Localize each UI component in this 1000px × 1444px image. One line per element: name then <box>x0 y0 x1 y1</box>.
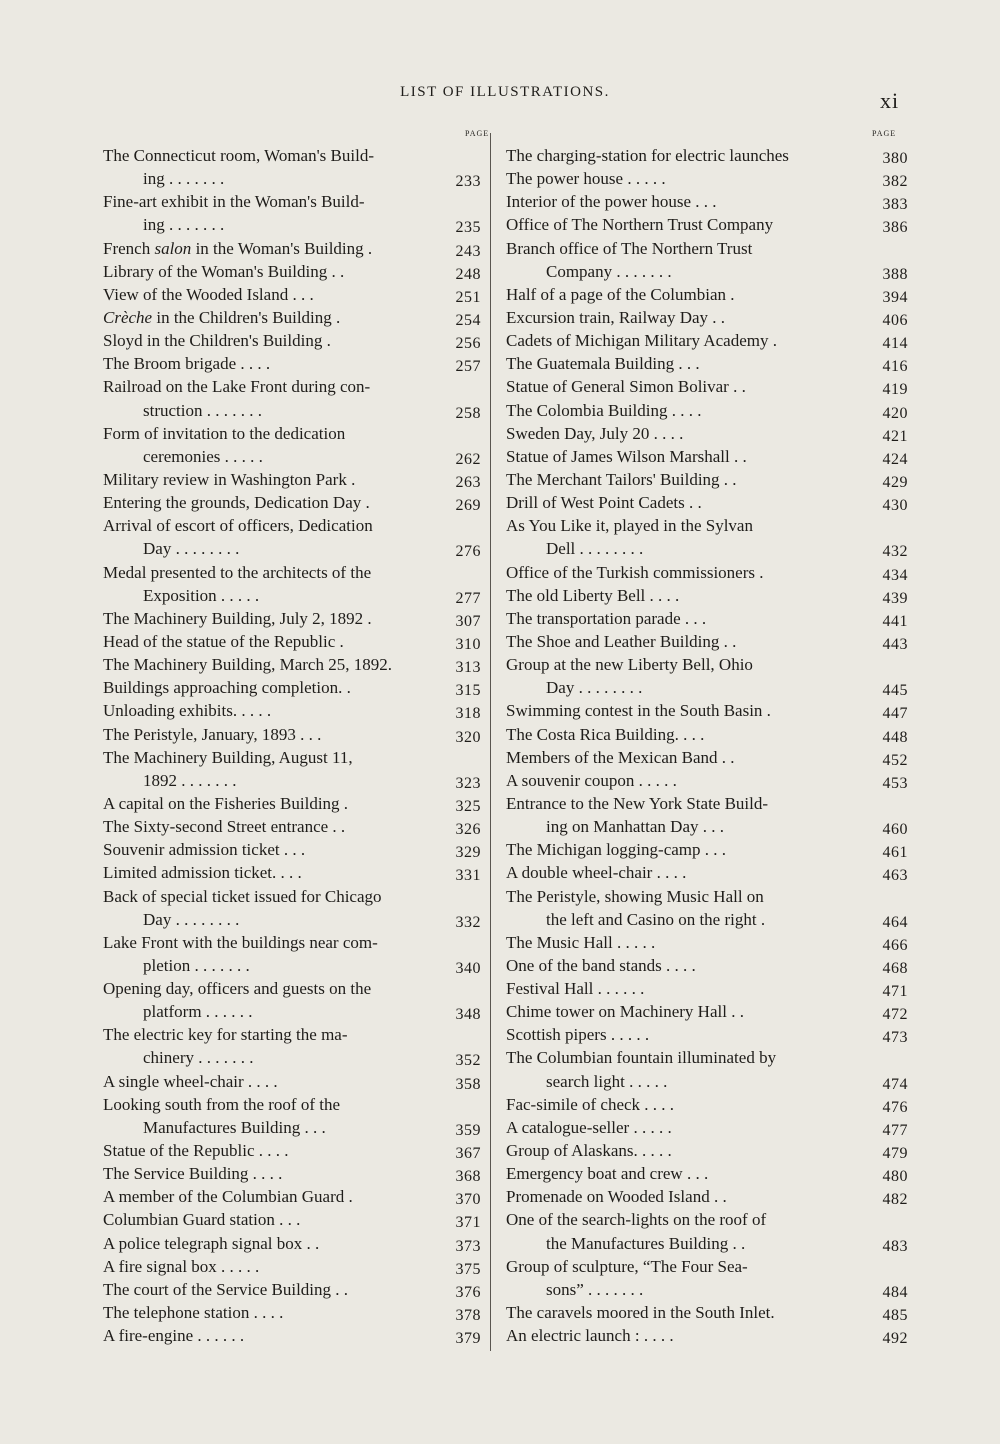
illustration-entry <box>506 954 908 977</box>
entry-page-number: 367 <box>455 1145 481 1163</box>
illustration-entry <box>103 1255 481 1278</box>
illustration-entry <box>506 1185 908 1209</box>
entry-continuation-line: search light . . . . . <box>546 1071 668 1091</box>
entry-continuation-line: ing on Manhattan Day . . . <box>546 817 724 837</box>
illustration-entry <box>506 1208 908 1255</box>
entry-page-number: 461 <box>882 844 908 862</box>
entry-title-line: The Service Building . . . . <box>103 1164 283 1184</box>
illustration-entry <box>103 375 481 422</box>
entry-page-number: 479 <box>882 1145 908 1163</box>
illustration-entry <box>103 1301 481 1325</box>
entry-page-number: 419 <box>882 381 908 399</box>
illustration-entry <box>103 630 481 653</box>
illustration-entry <box>506 237 908 283</box>
entry-page-number: 243 <box>455 242 481 260</box>
entry-title-line: Medal presented to the architects of the <box>103 562 372 582</box>
entry-page-number: 257 <box>455 358 481 376</box>
entry-title-line: The caravels moored in the South Inlet. <box>506 1303 775 1323</box>
illustration-entry <box>506 723 908 746</box>
illustration-entry <box>506 769 908 792</box>
illustration-entry <box>506 491 908 515</box>
entry-page-number: 248 <box>455 265 481 283</box>
entry-page-number: 484 <box>882 1283 908 1301</box>
illustration-entry <box>506 213 908 237</box>
entry-title-line: The charging-station for electric launches <box>506 146 789 165</box>
entry-page-number: 269 <box>455 497 481 515</box>
illustration-entry <box>103 1208 481 1232</box>
entry-page-number: 472 <box>882 1006 908 1024</box>
entry-title-line: The Broom brigade . . . . <box>103 354 271 374</box>
illustration-entry <box>506 514 908 561</box>
entry-page-number: 453 <box>882 774 908 792</box>
entry-page-number: 359 <box>455 1121 481 1139</box>
entry-title-line: Looking south from the roof of the <box>103 1094 341 1114</box>
entry-page-number: 379 <box>455 1330 481 1348</box>
illustration-entry <box>103 746 481 792</box>
entry-page-number: 256 <box>455 335 481 353</box>
illustration-entry <box>506 144 908 167</box>
running-title: LIST OF ILLUSTRATIONS. <box>400 84 610 100</box>
illustration-entry <box>103 723 481 746</box>
illustration-entry <box>506 746 908 769</box>
illustration-entry <box>103 1232 481 1255</box>
illustration-entry <box>103 190 481 237</box>
illustration-entry <box>103 1093 481 1139</box>
illustration-entry <box>103 144 481 191</box>
entry-page-number: 276 <box>455 543 481 561</box>
entry-page-number: 460 <box>882 821 908 839</box>
illustration-entry <box>506 607 908 630</box>
entry-title-line: Scottish pipers . . . . . <box>506 1025 650 1045</box>
entry-title-line: Lake Front with the buildings near com- <box>103 932 378 952</box>
entry-title-line: Members of the Mexican Band . . <box>506 747 735 767</box>
entry-title-line: One of the search-lights on the roof of <box>506 1210 767 1230</box>
illustration-entry <box>103 792 481 815</box>
entry-title-line: Half of a page of the Columbian . <box>506 284 735 304</box>
entry-title-line: The court of the Service Building . . <box>103 1279 349 1299</box>
illustration-entry <box>103 977 481 1024</box>
entry-title-line: Group of Alaskans. . . . . <box>506 1141 672 1161</box>
illustration-entry <box>506 306 908 329</box>
entry-title-line: Sloyd in the Children's Building . <box>103 331 331 351</box>
entry-continuation-line: struction . . . . . . . <box>143 400 262 420</box>
entry-title-line: The Peristyle, January, 1893 . . . <box>103 724 322 744</box>
illustration-entry <box>103 1070 481 1093</box>
entry-page-number: 375 <box>455 1260 481 1278</box>
entry-page-number: 315 <box>455 682 481 700</box>
entry-title-line: One of the band stands . . . . <box>506 955 696 975</box>
entry-title-line: Chime tower on Machinery Hall . . <box>506 1002 744 1022</box>
entry-page-number: 420 <box>882 404 908 422</box>
illustration-entry <box>506 329 908 353</box>
illustration-entry <box>506 1162 908 1186</box>
entry-page-number: 421 <box>882 427 908 445</box>
entry-page-number: 483 <box>882 1237 908 1255</box>
entry-title-line: Festival Hall . . . . . . <box>506 979 645 999</box>
entry-title-line: Opening day, officers and guests on the <box>103 979 372 999</box>
entry-title-line: Library of the Woman's Building . . <box>103 261 345 281</box>
illustration-entry <box>506 445 908 468</box>
entry-page-number: 471 <box>882 983 908 1001</box>
entry-continuation-line: the Manufactures Building . . <box>546 1233 746 1253</box>
entry-title-line: Office of the Turkish commissioners . <box>506 562 764 582</box>
entry-page-number: 331 <box>455 867 481 885</box>
page-column-label: PAGE <box>872 129 897 138</box>
entry-page-number: 370 <box>455 1191 481 1209</box>
entry-title-line: The Sixty-second Street entrance . . <box>103 817 346 837</box>
illustration-entry <box>506 422 908 445</box>
entry-title-line: A double wheel-chair . . . . <box>506 863 687 883</box>
entry-title-line: An electric launch : . . . . <box>506 1326 674 1346</box>
illustration-entry <box>506 399 908 422</box>
page-number: xi <box>880 88 900 113</box>
illustration-entry <box>103 329 481 353</box>
entry-title-line: Statue of James Wilson Marshall . . <box>506 446 747 466</box>
entry-page-number: 263 <box>455 473 481 491</box>
illustration-entry <box>103 306 481 329</box>
entry-continuation-line: Day . . . . . . . . <box>546 678 643 698</box>
illustration-entry <box>103 1324 481 1348</box>
entry-continuation-line: Exposition . . . . . <box>143 585 260 605</box>
entry-title-line: Interior of the power house . . . <box>506 192 717 212</box>
illustration-entry <box>103 561 481 607</box>
entry-page-number: 416 <box>882 358 908 376</box>
illustration-entry <box>506 1116 908 1139</box>
entry-title-line: A souvenir coupon . . . . . <box>506 770 677 790</box>
entry-page-number: 352 <box>455 1052 481 1070</box>
illustration-entry <box>506 977 908 1001</box>
entry-continuation-line: the left and Casino on the right . <box>546 909 766 929</box>
entry-title-line: The transportation parade . . . <box>506 608 707 628</box>
entry-page-number: 466 <box>882 936 908 954</box>
illustration-entry <box>506 931 908 954</box>
entry-title-line: A catalogue-seller . . . . . <box>506 1117 672 1137</box>
entry-title-line: A member of the Columbian Guard . <box>103 1187 353 1207</box>
entry-title-line: The Guatemala Building . . . <box>506 354 700 374</box>
entry-title-line: Souvenir admission ticket . . . <box>103 840 306 860</box>
entry-page-number: 325 <box>455 797 481 815</box>
entry-continuation-line: 1892 . . . . . . . <box>143 770 237 790</box>
entry-continuation-line: Day . . . . . . . . <box>143 539 240 559</box>
entry-page-number: 318 <box>455 705 481 723</box>
entry-title-line: The telephone station . . . . <box>103 1303 284 1323</box>
illustration-entry <box>103 607 481 630</box>
illustration-entry <box>103 1185 481 1209</box>
entry-continuation-line: Manufactures Building . . . <box>143 1117 326 1137</box>
entry-page-number: 313 <box>455 659 481 677</box>
illustration-entry <box>103 1278 481 1301</box>
illustration-entry <box>506 1324 908 1348</box>
entry-page-number: 386 <box>882 219 908 237</box>
entry-title-line: Military review in Washington Park . <box>103 469 356 489</box>
entry-title-line: The electric key for starting the ma- <box>103 1025 348 1045</box>
entry-page-number: 439 <box>882 589 908 607</box>
entry-list-left <box>103 144 481 1348</box>
entry-title-line: A single wheel-chair . . . . <box>103 1071 278 1091</box>
entry-page-number: 323 <box>455 774 481 792</box>
entry-page-number: 424 <box>882 450 908 468</box>
illustration-entry <box>506 630 908 653</box>
illustration-entry <box>506 653 908 700</box>
illustration-entry <box>103 815 481 839</box>
entry-page-number: 326 <box>455 821 481 839</box>
entry-title-line: As You Like it, played in the Sylvan <box>506 516 753 536</box>
entry-page-number: 368 <box>455 1168 481 1186</box>
entry-title-line: Fac-simile of check . . . . <box>506 1094 675 1114</box>
entry-page-number: 262 <box>455 450 481 468</box>
entry-title-line: Group at the new Liberty Bell, Ohio <box>506 655 753 675</box>
entry-title-line: Office of The Northern Trust Company <box>506 215 774 235</box>
entry-title-line: Crèche in the Children's Building . <box>103 307 341 327</box>
entry-list-right <box>506 144 908 1348</box>
entry-title-line: The Costa Rica Building. . . . <box>506 724 705 744</box>
entry-page-number: 430 <box>882 497 908 515</box>
entry-page-number: 429 <box>882 473 908 491</box>
entry-title-line: The old Liberty Bell . . . . <box>506 585 680 605</box>
entry-title-line: Branch office of The Northern Trust <box>506 238 753 258</box>
entry-title-line: Head of the statue of the Republic . <box>103 631 344 651</box>
illustration-entry <box>103 838 481 862</box>
illustration-entry <box>103 861 481 885</box>
illustration-entry <box>506 1301 908 1325</box>
illustration-entry <box>103 514 481 561</box>
entry-page-number: 482 <box>882 1191 908 1209</box>
entry-page-number: 258 <box>455 404 481 422</box>
illustration-entry <box>506 584 908 607</box>
illustration-entry <box>103 491 481 515</box>
entry-page-number: 448 <box>882 728 908 746</box>
page-column-label: PAGE <box>465 129 490 138</box>
entry-page-number: 468 <box>882 959 908 977</box>
illustration-entry <box>103 468 481 491</box>
entry-continuation-line: ing . . . . . . . <box>143 215 225 235</box>
entry-title-line: The Machinery Building, August 11, <box>103 747 353 767</box>
entry-page-number: 485 <box>882 1307 908 1325</box>
entry-page-number: 310 <box>455 635 481 653</box>
illustration-entry <box>506 190 908 214</box>
illustration-entry <box>506 699 908 723</box>
illustration-entry <box>506 861 908 885</box>
illustration-entry <box>103 885 481 931</box>
entry-page-number: 476 <box>882 1098 908 1116</box>
entry-page-number: 473 <box>882 1029 908 1047</box>
entry-title-line: Promenade on Wooded Island . . <box>506 1187 727 1207</box>
italic-word: salon <box>154 238 192 258</box>
entry-page-number: 358 <box>455 1075 481 1093</box>
entry-title-line: Cadets of Michigan Military Academy . <box>506 331 777 351</box>
entry-title-line: Group of sculpture, “The Four Sea- <box>506 1256 748 1276</box>
entry-title-line: Limited admission ticket. . . . <box>103 863 302 883</box>
entry-title-line: The Connecticut room, Woman's Build- <box>103 146 374 165</box>
entry-continuation-line: ing . . . . . . . <box>143 169 225 189</box>
entry-title-line: The Merchant Tailors' Building . . <box>506 469 737 489</box>
illustration-entry <box>506 167 908 191</box>
entry-page-number: 233 <box>455 173 481 191</box>
entry-continuation-line: Dell . . . . . . . . <box>546 539 644 559</box>
entry-page-number: 251 <box>455 288 481 306</box>
entry-title-line: Excursion train, Railway Day . . <box>506 307 726 327</box>
illustration-entry <box>103 1139 481 1163</box>
entry-title-line: French salon in the Woman's Building . <box>103 238 373 258</box>
entry-page-number: 235 <box>455 219 481 237</box>
illustration-entry <box>506 1000 908 1024</box>
illustration-entry <box>506 1023 908 1047</box>
illustration-entry <box>103 352 481 376</box>
entry-title-line: The Colombia Building . . . . <box>506 400 702 420</box>
entry-page-number: 332 <box>455 913 481 931</box>
illustration-entry <box>103 931 481 977</box>
entry-continuation-line: chinery . . . . . . . <box>143 1048 254 1068</box>
entry-page-number: 480 <box>882 1168 908 1186</box>
entry-continuation-line: sons” . . . . . . . <box>546 1279 644 1299</box>
entry-page-number: 307 <box>455 612 481 630</box>
entry-title-line: The Music Hall . . . . . <box>506 932 656 952</box>
entry-title-line: Buildings approaching completion. . <box>103 678 351 698</box>
illustration-entry <box>103 283 481 306</box>
entry-title-line: Drill of West Point Cadets . . <box>506 493 702 513</box>
entry-page-number: 445 <box>882 682 908 700</box>
entry-title-line: A fire signal box . . . . . <box>103 1256 260 1276</box>
illustration-entry <box>506 468 908 491</box>
entry-title-line: The power house . . . . . <box>506 169 666 189</box>
entry-title-line: Fine-art exhibit in the Woman's Build- <box>103 192 365 212</box>
entry-page-number: 443 <box>882 635 908 653</box>
entry-page-number: 320 <box>455 728 481 746</box>
column-divider <box>490 133 491 1351</box>
entry-page-number: 441 <box>882 612 908 630</box>
entry-title-line: Columbian Guard station . . . <box>103 1210 301 1230</box>
illustration-entry <box>506 375 908 399</box>
entry-page-number: 414 <box>882 335 908 353</box>
entry-page-number: 382 <box>882 173 908 191</box>
entry-page-number: 380 <box>882 149 908 167</box>
entry-page-number: 432 <box>882 543 908 561</box>
entry-page-number: 492 <box>882 1330 908 1348</box>
entry-page-number: 447 <box>882 705 908 723</box>
illustration-entry <box>103 699 481 723</box>
entry-continuation-line: Day . . . . . . . . <box>143 909 240 929</box>
entry-title-line: Form of invitation to the dedication <box>103 423 346 443</box>
entry-title-line: Statue of General Simon Bolivar . . <box>506 377 746 397</box>
entry-page-number: 340 <box>455 959 481 977</box>
illustration-entry <box>506 1093 908 1116</box>
entry-title-line: The Michigan logging-camp . . . <box>506 840 727 860</box>
entry-page-number: 371 <box>455 1214 481 1232</box>
illustration-entry <box>103 422 481 468</box>
entry-title-line: Railroad on the Lake Front during con- <box>103 377 371 397</box>
entry-title-line: The Machinery Building, March 25, 1892. <box>103 655 392 675</box>
illustration-entry <box>506 885 908 931</box>
illustration-entry <box>103 1023 481 1070</box>
illustration-entry <box>103 237 481 260</box>
illustration-entry <box>506 1046 908 1093</box>
entry-page-number: 394 <box>882 288 908 306</box>
entry-page-number: 406 <box>882 311 908 329</box>
entry-title-line: View of the Wooded Island . . . <box>103 284 314 304</box>
illustration-entry <box>506 561 908 584</box>
entry-page-number: 277 <box>455 589 481 607</box>
illustration-entry <box>103 260 481 283</box>
entry-title-line: Emergency boat and crew . . . <box>506 1164 709 1184</box>
illustration-entry <box>103 653 481 677</box>
entry-title-line: The Columbian fountain illuminated by <box>506 1048 777 1068</box>
entry-title-line: The Machinery Building, July 2, 1892 . <box>103 608 372 628</box>
entry-title-line: The Shoe and Leather Building . . <box>506 631 737 651</box>
page-header <box>0 82 1000 112</box>
entry-page-number: 373 <box>455 1237 481 1255</box>
entry-title-line: A capital on the Fisheries Building . <box>103 793 349 813</box>
italic-word: Crèche <box>103 307 153 327</box>
entry-page-number: 383 <box>882 196 908 214</box>
entry-title-line: Back of special ticket issued for Chicago <box>103 886 382 906</box>
illustration-entry <box>506 792 908 839</box>
entry-page-number: 463 <box>882 867 908 885</box>
entry-title-line: The Peristyle, showing Music Hall on <box>506 886 764 906</box>
entry-title-line: Entrance to the New York State Build- <box>506 793 769 813</box>
illustration-entry <box>506 1255 908 1301</box>
entry-page-number: 378 <box>455 1307 481 1325</box>
entry-page-number: 329 <box>455 844 481 862</box>
entry-continuation-line: pletion . . . . . . . <box>143 955 250 975</box>
entry-page-number: 434 <box>882 566 908 584</box>
illustration-entry <box>506 838 908 862</box>
entry-page-number: 348 <box>455 1006 481 1024</box>
entry-title-line: A fire-engine . . . . . . <box>103 1326 245 1346</box>
entry-page-number: 376 <box>455 1283 481 1301</box>
entry-title-line: Sweden Day, July 20 . . . . <box>506 423 684 443</box>
entry-title-line: A police telegraph signal box . . <box>103 1233 320 1253</box>
entry-title-line: Entering the grounds, Dedication Day . <box>103 493 370 513</box>
entry-page-number: 464 <box>882 913 908 931</box>
entry-page-number: 388 <box>882 265 908 283</box>
illustration-entry <box>506 352 908 376</box>
illustration-entry <box>103 1162 481 1186</box>
illustration-entry <box>506 283 908 306</box>
entry-page-number: 254 <box>455 311 481 329</box>
entry-continuation-line: ceremonies . . . . . <box>143 446 263 466</box>
entry-page-number: 452 <box>882 751 908 769</box>
entry-title-line: Statue of the Republic . . . . <box>103 1141 289 1161</box>
entry-continuation-line: Company . . . . . . . <box>546 261 672 281</box>
entry-page-number: 477 <box>882 1121 908 1139</box>
entry-title-line: Arrival of escort of officers, Dedication <box>103 516 373 536</box>
illustration-entry <box>103 676 481 700</box>
entry-title-line: Swimming contest in the South Basin . <box>506 701 771 721</box>
entry-title-line: Unloading exhibits. . . . . <box>103 701 272 721</box>
entry-continuation-line: platform . . . . . . <box>143 1002 253 1022</box>
illustration-entry <box>506 1139 908 1163</box>
entry-page-number: 474 <box>882 1075 908 1093</box>
